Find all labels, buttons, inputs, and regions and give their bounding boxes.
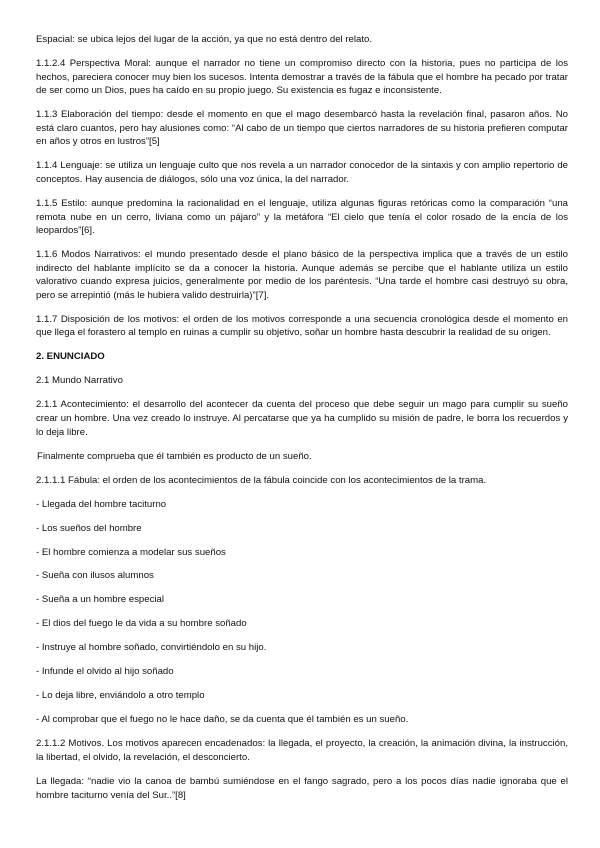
paragraph-finalmente: Finalmente comprueba que él también es producto de un sueño.	[37, 450, 312, 462]
list-item: - Sueña con ilusos alumnos	[36, 570, 154, 582]
paragraph-fabula: 2.1.1.1 Fábula: el orden de los acontecimientos de la fábula coincide con los acontecimientos de la trama.	[36, 474, 487, 486]
paragraph-espacial: Espacial: se ubica lejos del lugar de la acción, ya que no está dentro del relato.	[36, 34, 372, 45]
list-item: - Instruye al hombre soñado, convirtiéndolo en su hijo.	[36, 642, 267, 654]
fabula-list	[36, 498, 568, 727]
paragraph-elaboracion-tiempo: 1.1.3 Elaboración del tiempo: desde el momento en que el mago desembarcó hasta la revelación final, pasaron años. No está claro cuantos, pero hay alusiones como: “Al cabo de un tiempo que ciertos narradores de su historia prefieren computar en años y otros en lustros”[5]	[36, 109, 568, 148]
list-item: - Llegada del hombre taciturno	[36, 498, 167, 510]
paragraph-modos-narrativos: 1.1.6 Modos Narrativos: el mundo presentado desde el plano básico de la perspectiva implica que a través de un estilo indirecto del hablante implícito se da a conocer la historia. Aunque además se percibe que el hablante utiliza un estilo valorativo cuando expresa juicios, generalmente por medio de los paréntesis. “Una tarde el hombre casi destruyó su obra, pero se arrepintió (más le hubiera valido destruirla)”[7].	[36, 249, 568, 301]
paragraph-lenguaje: 1.1.4 Lenguaje: se utiliza un lenguaje culto que nos revela a un narrador conocedor de la sintaxis y con amplio repertorio de conceptos. Hay ausencia de diálogos, sólo una voz única, la del narrador.	[36, 160, 568, 185]
section-heading-enunciado: 2. ENUNCIADO	[36, 351, 105, 363]
list-item: - El dios del fuego le da vida a su hombre soñado	[36, 618, 247, 630]
paragraph-disposicion-motivos: 1.1.7 Disposición de los motivos: el orden de los motivos corresponde a una secuencia cronológica desde el momento en que llega el forastero al templo en ruinas a cumplir su objetivo, soñar un hombre hasta descubrir la realidad de su origen.	[36, 313, 568, 339]
list-item: - Al comprobar que el fuego no le hace daño, se da cuenta que él también es un sueño.	[36, 714, 409, 726]
list-item: - Lo deja libre, enviándolo a otro templo	[36, 690, 205, 702]
list-item: - Sueña a un hombre especial	[36, 594, 164, 606]
paragraph-acontecimiento: 2.1.1 Acontecimiento: el desarrollo del acontecer da cuenta del proceso que debe seguir un mago para cumplir su sueño crear un hombre. Una vez creado lo instruye. Al percatarse que ya ha cumplido su misión de padre, le borra los recuerdos y lo deja libre.	[36, 399, 568, 438]
list-item: - Los sueños del hombre	[36, 522, 142, 534]
list-item: - El hombre comienza a modelar sus sueños	[36, 546, 226, 558]
paragraph-motivos: 2.1.1.2 Motivos. Los motivos aparecen encadenados: la llegada, el proyecto, la creación, la animación divina, la instrucción, la libertad, el olvido, la revelación, el desconcierto.	[36, 738, 568, 763]
subheading-mundo-narrativo: 2.1 Mundo Narrativo	[36, 375, 123, 387]
paragraph-estilo: 1.1.5 Estilo: aunque predomina la racionalidad en el lenguaje, utiliza algunas figuras retóricas como la comparación “una remota nube en un cerro, liviana como un pájaro” y la metáfora “El cielo que tenía el color rosado de la encía de los leopardos”[6].	[36, 197, 568, 237]
paragraph-perspectiva-moral: 1.1.2.4 Perspectiva Moral: aunque el narrador no tiene un compromiso directo con la historia, pues no participa de los hechos, pareciera conocer muy bien los sucesos. Intenta demostrar a través de la fábula que el hombre ha pecado por tratar de ser como un Dios, pues ha caído en su propio juego. Su existencia es fugaz e inconsistente.	[36, 57, 568, 97]
list-item: - Infunde el olvido al hijo soñado	[36, 666, 174, 678]
paragraph-la-llegada: La llegada: “nadie vio la canoa de bambú sumiéndose en el fango sagrado, pero a los pocos días nadie ignoraba que el hombre taciturno venía del Sur..”[8]	[36, 775, 568, 801]
